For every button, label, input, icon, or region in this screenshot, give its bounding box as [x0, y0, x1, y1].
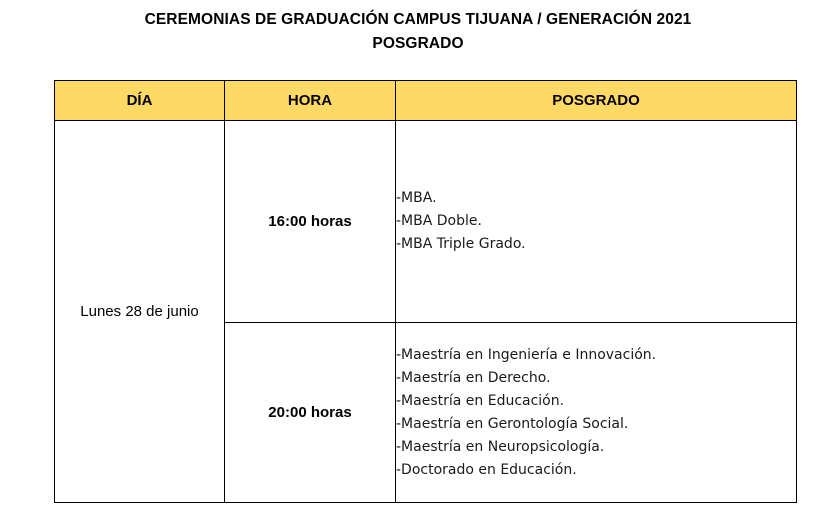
header-day: DÍA: [55, 81, 225, 121]
table-row: [55, 121, 797, 323]
table-header-row: [55, 81, 797, 121]
program-item: -Maestría en Ingeniería e Innovación.: [396, 346, 657, 363]
header-program: POSGRADO: [396, 81, 797, 121]
program-item: -Maestría en Neuropsicología.: [396, 438, 605, 455]
program-item: -MBA Triple Grado.: [396, 236, 526, 252]
program-item: -Doctorado en Educación.: [396, 461, 577, 478]
program-item: -Maestría en Derecho.: [396, 369, 551, 386]
program-item: -MBA Doble.: [396, 213, 482, 229]
hour-cell: 16:00 horas: [225, 121, 396, 323]
header-hour: HORA: [225, 81, 396, 121]
program-item: -Maestría en Gerontología Social.: [396, 415, 629, 432]
document-title: CEREMONIAS DE GRADUACIÓN CAMPUS TIJUANA / GENERACIÓN 2021: [144, 11, 692, 28]
programs-cell: [396, 323, 797, 503]
day-cell: Lunes 28 de junio: [55, 121, 225, 503]
program-item: -Maestría en Educación.: [396, 392, 565, 409]
document-subtitle: POSGRADO: [372, 35, 464, 52]
graduation-schedule-table: [54, 80, 797, 503]
hour-cell: 20:00 horas: [225, 323, 396, 503]
programs-cell: [396, 121, 797, 323]
program-item: -MBA.: [396, 190, 437, 206]
